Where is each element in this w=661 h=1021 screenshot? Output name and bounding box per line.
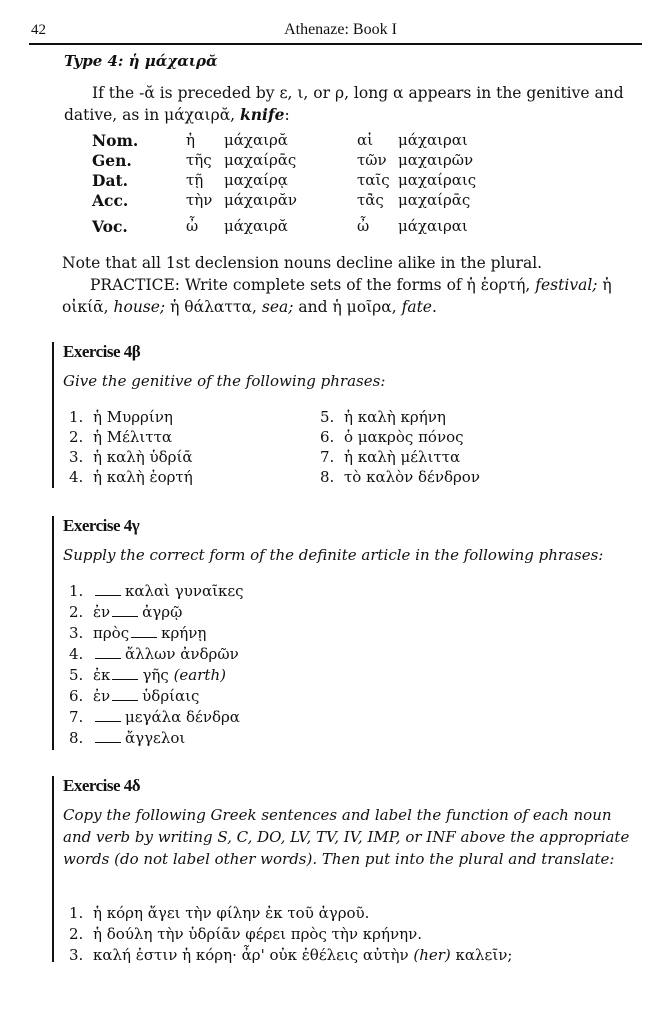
- exercise-4-beta: [52, 342, 643, 488]
- practice-text: and ἡ μοῖρα,: [293, 298, 402, 316]
- exercise-item: [69, 729, 185, 747]
- item-text: καλεῖν;: [450, 946, 513, 964]
- gloss: (earth): [173, 666, 226, 684]
- noun-plural: μάχαιραι: [398, 217, 468, 235]
- exercise-title: Exercise 4γ: [63, 516, 140, 535]
- exercise-item: [69, 408, 173, 426]
- item-prefix: πρὸς: [93, 624, 130, 642]
- item-number: 2.: [69, 925, 84, 943]
- item-text: ἡ Μέλιττα: [93, 428, 172, 446]
- item-number: 7.: [320, 448, 335, 466]
- item-number: 7.: [69, 708, 84, 726]
- exercise-item: [320, 468, 480, 486]
- exercise-item: [320, 448, 460, 466]
- case-label: Acc.: [92, 191, 129, 210]
- exercise-item: [69, 666, 226, 684]
- item-number: 1.: [69, 904, 84, 922]
- exercise-title: Exercise 4β: [63, 342, 141, 361]
- exercise-instruction: Supply the correct form of the definite article in the following phrases:: [63, 546, 604, 564]
- item-text: γῆς: [142, 666, 169, 684]
- exercise-instruction: Give the genitive of the following phrases:: [63, 372, 386, 390]
- item-number: 8.: [69, 729, 84, 747]
- article-plural: αἱ: [357, 131, 374, 149]
- article-singular: τῆς: [186, 151, 212, 169]
- item-text: ἡ Μυρρίνη: [93, 408, 173, 426]
- item-text: ὑδρίαις: [142, 687, 200, 705]
- item-number: 6.: [320, 428, 335, 446]
- item-number: 5.: [320, 408, 335, 426]
- gloss: sea;: [261, 298, 294, 316]
- exercise-item: [69, 687, 199, 705]
- article-plural: τᾱ̀ς: [357, 191, 384, 209]
- exercise-item: [69, 582, 244, 600]
- item-number: 3.: [69, 946, 84, 964]
- item-text: ἡ δούλη τὴν ὑδρίᾱν φέρει πρὸς τὴν κρήνην.: [93, 925, 422, 943]
- answer-blank[interactable]: [131, 636, 157, 638]
- item-text: καλή ἐστιν ἡ κόρη· ἆρ' οὐκ ἐθέλεις αὐτὴν: [93, 946, 414, 964]
- practice-text: .: [431, 298, 437, 316]
- answer-blank[interactable]: [95, 657, 121, 659]
- article-singular: τῇ: [186, 171, 204, 189]
- noun-singular: μάχαιρᾰ: [224, 131, 288, 149]
- article-plural: τῶν: [357, 151, 387, 169]
- item-text: ἡ καλὴ κρήνη: [344, 408, 446, 426]
- case-label: Gen.: [92, 151, 132, 170]
- answer-blank[interactable]: [95, 594, 121, 596]
- exercise-4-delta: [52, 776, 653, 962]
- exercise-title: Exercise 4δ: [63, 776, 141, 795]
- noun-singular: μάχαιρᾰν: [224, 191, 298, 209]
- header-rule: [29, 43, 642, 45]
- exercise-item: [69, 428, 172, 446]
- item-number: 2.: [69, 603, 84, 621]
- noun-plural: μαχαιρῶν: [398, 151, 474, 169]
- item-text: ὁ μακρὸς πόνος: [344, 428, 464, 446]
- practice-text: ἡ οἰκίᾱ,: [62, 276, 612, 316]
- exercise-item: [320, 428, 464, 446]
- gloss: house;: [113, 298, 166, 316]
- exercise-item: [69, 603, 182, 621]
- item-number: 1.: [69, 582, 84, 600]
- running-header-title: Athenaze: Book I: [284, 21, 397, 38]
- article-plural: ταῖς: [357, 171, 390, 189]
- intro-paragraph: If the -ᾰ is preceded by ε, ι, or ρ, long α appears in the genitive and dative, as in μάχαιρᾰ, knife:: [64, 84, 624, 124]
- item-text: καλαὶ γυναῖκες: [125, 582, 244, 600]
- noun-plural: μάχαιραι: [398, 131, 468, 149]
- item-number: 1.: [69, 408, 84, 426]
- exercise-item: [69, 468, 193, 486]
- item-number: 3.: [69, 624, 84, 642]
- article-plural: ὦ: [357, 217, 370, 235]
- article-singular: ὦ: [186, 217, 199, 235]
- item-number: 6.: [69, 687, 84, 705]
- item-text: ἄγγελοι: [125, 729, 186, 747]
- exercise-item: [69, 448, 193, 466]
- item-text: ἄλλων ἀνδρῶν: [125, 645, 239, 663]
- exercise-item: [320, 408, 446, 426]
- item-number: 3.: [69, 448, 84, 466]
- noun-plural: μαχαίραις: [398, 171, 477, 189]
- page-number: 42: [31, 22, 46, 38]
- item-text: ἡ καλὴ ὑδρίᾱ: [93, 448, 193, 466]
- case-label: Dat.: [92, 171, 129, 190]
- item-prefix: ἐν: [93, 603, 111, 621]
- item-text: μεγάλα δένδρα: [125, 708, 240, 726]
- answer-blank[interactable]: [95, 741, 121, 743]
- item-number: 4.: [69, 645, 84, 663]
- answer-blank[interactable]: [95, 720, 121, 722]
- item-text: κρήνῃ: [161, 624, 207, 642]
- answer-blank[interactable]: [112, 615, 138, 617]
- gloss: fate: [401, 298, 432, 316]
- plural-note: Note that all 1st declension nouns decline alike in the plural.: [62, 254, 543, 272]
- item-number: 8.: [320, 468, 335, 486]
- exercise-item: [69, 624, 206, 642]
- exercise-item: [69, 708, 240, 726]
- item-number: 2.: [69, 428, 84, 446]
- exercise-item: [69, 645, 239, 663]
- article-singular: τὴν: [186, 191, 213, 209]
- exercise-item: [69, 925, 422, 943]
- item-text: ἡ κόρη ἄγει τὴν φίλην ἐκ τοῦ ἀγροῦ.: [93, 904, 370, 922]
- item-text: τὸ καλὸν δένδρον: [344, 468, 480, 486]
- gloss: (her): [413, 946, 451, 964]
- type-heading: Type 4: ἡ μάχαιρᾰ: [64, 52, 218, 70]
- noun-singular: μάχαιρᾰ: [224, 217, 288, 235]
- noun-singular: μαχαίρᾱς: [224, 151, 297, 169]
- item-text: ἡ καλὴ ἑορτή: [93, 468, 193, 486]
- item-prefix: ἐκ: [93, 666, 111, 684]
- case-label: Voc.: [92, 217, 128, 236]
- case-label: Nom.: [92, 131, 139, 150]
- answer-blank[interactable]: [112, 678, 138, 680]
- answer-blank[interactable]: [112, 699, 138, 701]
- exercise-item: [69, 904, 369, 922]
- exercise-instruction: Copy the following Greek sentences and label the function of each noun and verb by writing S, C, DO, LV, TV, IV, IMP, or INF above the appropriate words (do not label other words). Then put into the plural and translate:: [63, 806, 630, 868]
- item-text: ἀγρῷ: [142, 603, 183, 621]
- exercise-item: [69, 946, 512, 964]
- practice-text: Write complete sets of the forms of ἡ ἑορτή,: [180, 276, 536, 294]
- practice-text: ἡ θάλαττα,: [165, 298, 262, 316]
- item-number: 5.: [69, 666, 84, 684]
- gloss: festival;: [535, 276, 598, 294]
- noun-plural: μαχαίρᾱς: [398, 191, 471, 209]
- noun-singular: μαχαίρᾳ: [224, 171, 288, 189]
- item-prefix: ἐν: [93, 687, 111, 705]
- practice-label: PRACTICE:: [90, 276, 181, 294]
- item-text: ἡ καλὴ μέλιττα: [344, 448, 461, 466]
- notes-paragraph: [62, 252, 652, 318]
- item-number: 4.: [69, 468, 84, 486]
- exercise-4-gamma: [52, 516, 653, 750]
- gloss: knife: [240, 105, 285, 124]
- practice-instruction: [62, 274, 652, 318]
- article-singular: ἡ: [186, 131, 195, 149]
